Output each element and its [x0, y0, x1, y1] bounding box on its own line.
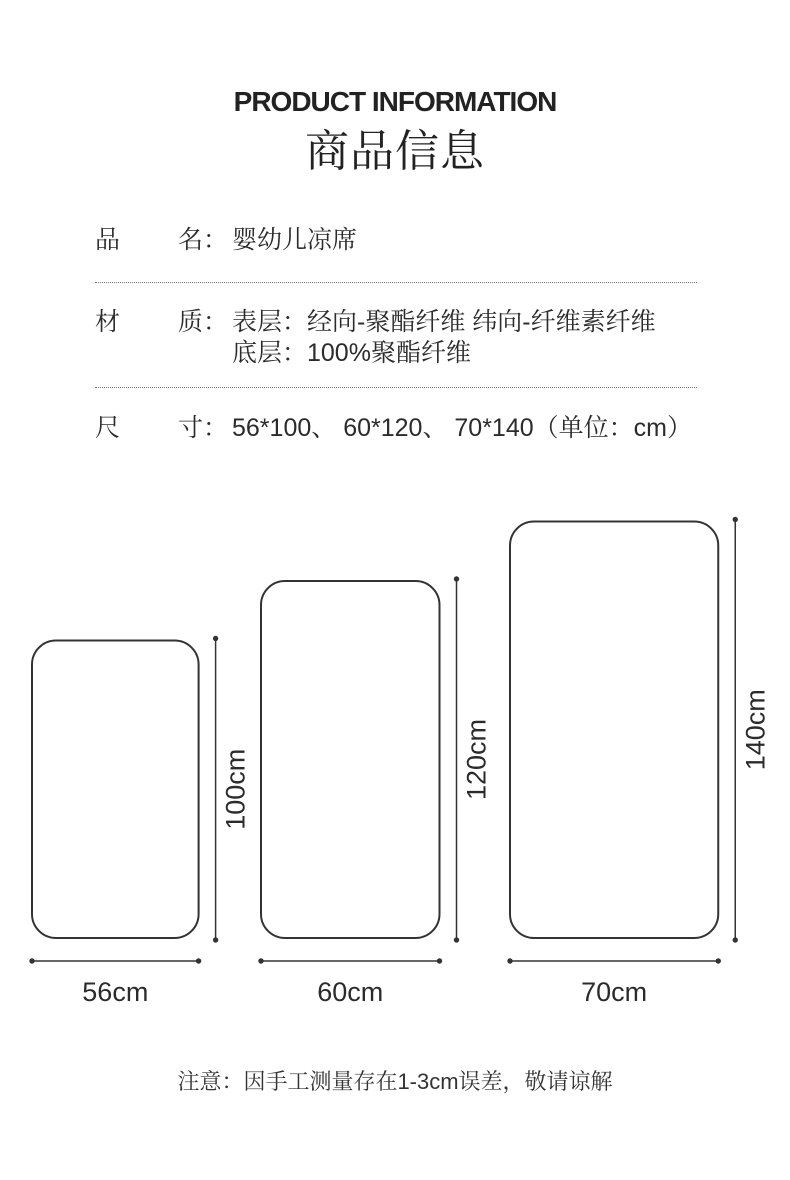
spec-row-material — [95, 307, 656, 369]
spec-label-first-char: 品 — [95, 226, 121, 254]
length-dimension-dot-top — [733, 517, 738, 522]
spec-value-line: 婴幼儿凉席 — [232, 226, 358, 254]
length-dimension-dot-bottom — [213, 937, 218, 942]
spec-value — [232, 413, 692, 444]
measurement-note: 注意：因手工测量存在1-3cm误差，敬请谅解 — [177, 1069, 613, 1094]
spec-label-second-char: 名： — [178, 226, 229, 254]
length-dimension-dot-bottom — [733, 937, 738, 942]
length-label: 140cm — [740, 689, 771, 771]
spec-label-first-char: 材 — [95, 308, 121, 336]
width-dimension-dot-left — [507, 958, 512, 963]
size-diagram-svg — [0, 500, 790, 1030]
length-dimension-dot-bottom — [454, 937, 459, 942]
title-chinese: 商品信息 — [305, 127, 485, 176]
width-dimension-dot-right — [437, 958, 442, 963]
length-label: 120cm — [461, 718, 492, 801]
length-dimension-dot-top — [454, 576, 459, 581]
spec-label-second-char: 寸： — [178, 414, 229, 442]
mat-56x100 — [29, 636, 250, 1007]
mat-outline — [32, 641, 199, 939]
width-dimension-dot-right — [196, 958, 201, 963]
mat-70x140 — [507, 517, 770, 1007]
width-label: 70cm — [581, 977, 648, 1007]
spec-label-first-char: 尺 — [95, 414, 121, 442]
width-dimension-dot-right — [716, 958, 721, 963]
dotted-divider — [95, 282, 697, 283]
width-label: 56cm — [82, 977, 149, 1007]
spec-value-line-bottom-layer: 底层：100%聚酯纤维 — [232, 339, 471, 367]
length-label: 100cm — [220, 748, 251, 830]
mat-60x120 — [258, 576, 491, 1007]
spec-value — [232, 307, 656, 369]
spec-value — [232, 225, 357, 256]
dotted-divider — [95, 387, 697, 388]
mat-outline — [510, 522, 718, 939]
width-dimension-dot-left — [29, 958, 34, 963]
width-label: 60cm — [317, 977, 384, 1007]
title-english: PRODUCT INFORMATION — [233, 86, 557, 117]
spec-row-size — [95, 413, 692, 444]
width-dimension-dot-left — [258, 958, 263, 963]
spec-value-line-top-layer: 表层：经向-聚酯纤维 纬向-纤维素纤维 — [232, 308, 656, 336]
spec-label-second-char: 质： — [178, 308, 229, 336]
spec-value-line: 56*100、 60*120、 70*140（单位：cm） — [232, 414, 692, 442]
mat-outline — [261, 581, 440, 938]
length-dimension-dot-top — [213, 636, 218, 641]
size-diagram — [0, 500, 790, 1030]
spec-row-product-name — [95, 225, 357, 256]
